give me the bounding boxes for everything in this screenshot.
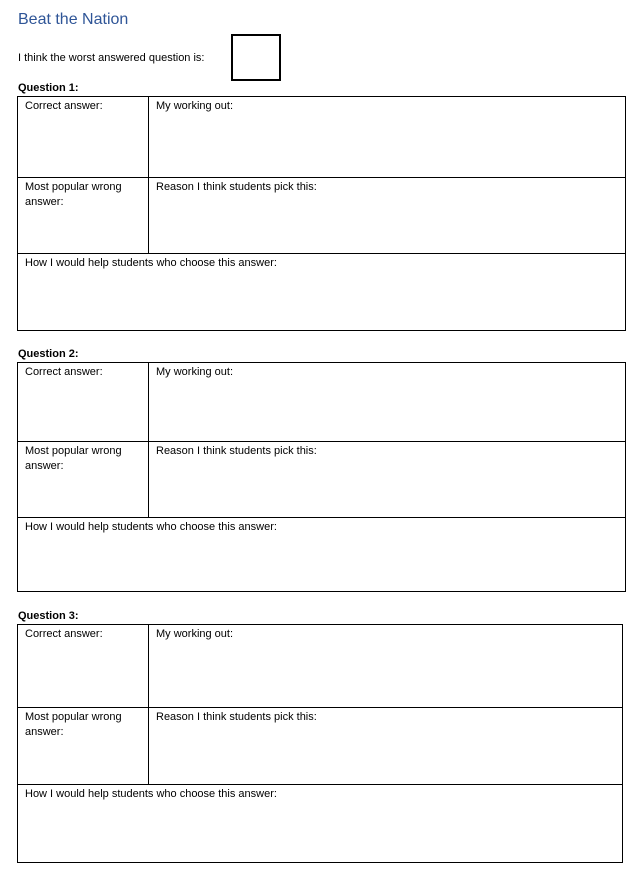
correct-answer-label: Correct answer:: [25, 100, 103, 112]
question-3-correct-answer-cell[interactable]: [18, 625, 148, 707]
working-out-label: My working out:: [156, 100, 234, 112]
working-out-label: My working out:: [156, 366, 234, 378]
reason-label: Reason I think students pick this:: [156, 711, 317, 723]
question-1-help-cell[interactable]: [18, 254, 625, 330]
reason-label: Reason I think students pick this:: [156, 181, 317, 193]
help-label: How I would help students who choose this answer:: [25, 521, 277, 533]
question-2-correct-answer-cell[interactable]: [18, 363, 148, 441]
help-label: How I would help students who choose this answer:: [25, 257, 277, 269]
worst-question-answer-box[interactable]: [231, 34, 281, 81]
question-2-working-out-cell[interactable]: [149, 363, 626, 441]
working-out-label: My working out:: [156, 628, 234, 640]
question-2-reason-cell[interactable]: [149, 442, 626, 517]
question-1-correct-answer-cell[interactable]: [18, 97, 148, 177]
question-3-reason-cell[interactable]: [149, 708, 623, 784]
question-2-wrong-answer-cell[interactable]: [18, 442, 148, 517]
question-2-heading: Question 2:: [18, 348, 79, 360]
reason-label: Reason I think students pick this:: [156, 445, 317, 457]
question-1-wrong-answer-cell[interactable]: [18, 178, 148, 253]
question-3-wrong-answer-cell[interactable]: [18, 708, 148, 784]
page-title: Beat the Nation: [18, 11, 129, 28]
question-3-heading: Question 3:: [18, 610, 79, 622]
question-1-reason-cell[interactable]: [149, 178, 626, 253]
question-3-help-cell[interactable]: [18, 785, 622, 862]
question-3-table: [17, 624, 623, 863]
question-3-working-out-cell[interactable]: [149, 625, 623, 707]
question-1-working-out-cell[interactable]: [149, 97, 626, 177]
wrong-answer-label: Most popular wrong answer:: [25, 711, 122, 738]
wrong-answer-label: Most popular wrong answer:: [25, 181, 122, 208]
help-label: How I would help students who choose this answer:: [25, 788, 277, 800]
worst-question-label: I think the worst answered question is:: [18, 52, 205, 64]
question-2-help-cell[interactable]: [18, 518, 625, 591]
correct-answer-label: Correct answer:: [25, 366, 103, 378]
question-1-table: [17, 96, 626, 331]
question-1-heading: Question 1:: [18, 82, 79, 94]
correct-answer-label: Correct answer:: [25, 628, 103, 640]
question-2-table: [17, 362, 626, 592]
wrong-answer-label: Most popular wrong answer:: [25, 445, 122, 472]
